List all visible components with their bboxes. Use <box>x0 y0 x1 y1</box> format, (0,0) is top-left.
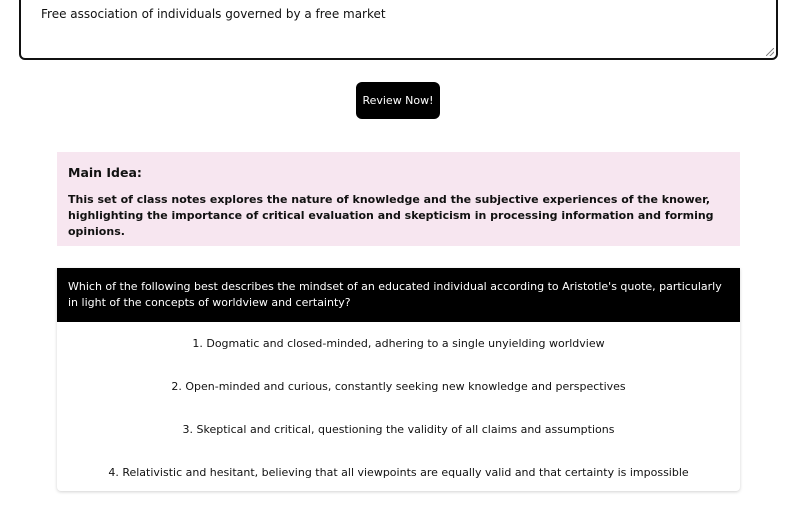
main-idea-text: This set of class notes explores the nature of knowledge and the subjective experiences of the knower, highlighting the importance of critical evaluation and skepticism in processing information and forming opinions. <box>68 193 714 238</box>
quiz-question: Which of the following best describes the mindset of an educated individual according to Aristotle's quote, particularly in light of the concepts of worldview and certainty? <box>57 268 740 322</box>
review-now-button[interactable]: Review Now! <box>356 82 440 119</box>
notes-line: Free association of individuals governed by a free market <box>41 7 386 21</box>
quiz-option-4[interactable]: 4. Relativistic and hesitant, believing that all viewpoints are equally valid and that certainty is impossible <box>57 451 740 494</box>
main-idea-heading: Main Idea: <box>68 165 142 180</box>
quiz-option-1[interactable]: 1. Dogmatic and closed-minded, adhering to a single unyielding worldview <box>57 322 740 365</box>
quiz-option-2[interactable]: 2. Open-minded and curious, constantly seeking new knowledge and perspectives <box>57 365 740 408</box>
quiz-option-3[interactable]: 3. Skeptical and critical, questioning the validity of all claims and assumptions <box>57 408 740 451</box>
quiz-options <box>57 322 740 494</box>
quiz-card <box>57 268 740 491</box>
resize-handle-icon[interactable] <box>766 48 774 56</box>
notes-textarea[interactable] <box>19 0 778 60</box>
main-idea-panel <box>57 152 740 246</box>
